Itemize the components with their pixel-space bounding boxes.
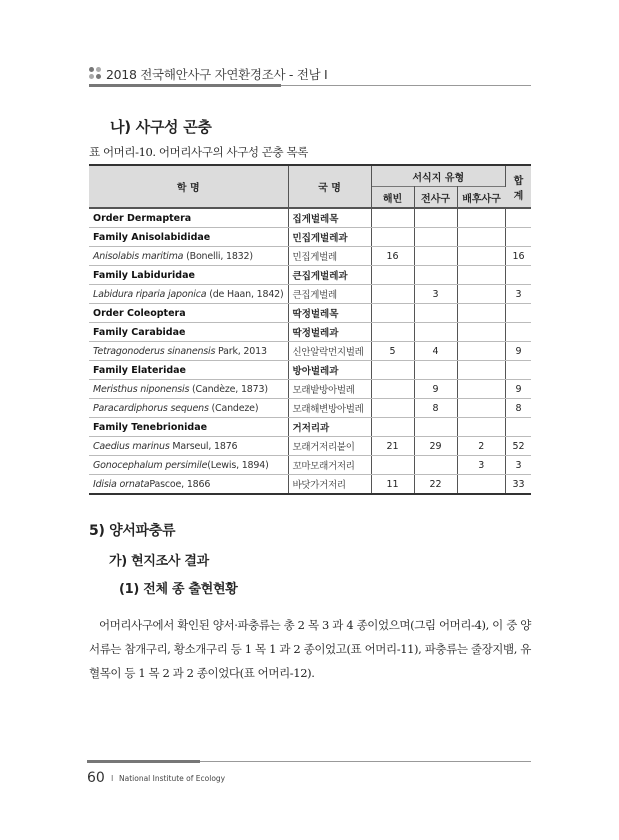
total-count-cell (506, 323, 531, 342)
backdune-count-cell: 2 (457, 437, 506, 456)
total-count-cell: 9 (506, 380, 531, 399)
total-count-cell (506, 361, 531, 380)
beach-count-cell (371, 380, 414, 399)
species-row (89, 342, 531, 361)
foredune-count-cell: 22 (414, 475, 457, 495)
footer-rule-thin (200, 761, 531, 762)
backdune-count-cell (457, 228, 506, 247)
total-count-cell (506, 304, 531, 323)
scientific-name-cell (89, 475, 288, 495)
backdune-count-cell (457, 380, 506, 399)
backdune-count-cell (457, 418, 506, 437)
species-binomial: Idisia ornata (93, 478, 150, 490)
header-foredune: 전사구 (414, 187, 457, 209)
total-count-cell: 8 (506, 399, 531, 418)
species-binomial: Tetragonoderus sinanensis (93, 345, 216, 357)
backdune-count-cell (457, 323, 506, 342)
backdune-count-cell: 3 (457, 456, 506, 475)
species-author: Pascoe, 1866 (149, 478, 211, 490)
taxon-row (89, 418, 531, 437)
species-binomial: Gonocephalum persimile (93, 459, 208, 471)
total-count-cell: 3 (506, 285, 531, 304)
species-author: (Bonelli, 1832) (183, 250, 253, 262)
beach-count-cell (371, 266, 414, 285)
backdune-count-cell (457, 208, 506, 228)
scientific-name-cell (89, 399, 288, 418)
backdune-count-cell (457, 304, 506, 323)
table-caption: 표 어머리-10. 어머리사구의 사구성 곤충 목록 (89, 145, 308, 159)
species-author: (Candeze) (208, 402, 259, 414)
foredune-count-cell (414, 361, 457, 380)
total-count-cell: 3 (506, 456, 531, 475)
running-header-title: 2018 전국해안사구 자연환경조사 - 전남 I (106, 67, 328, 82)
species-binomial: Caedius marinus (93, 440, 170, 452)
korean-name-cell: 큰집게벌레과 (288, 266, 371, 285)
beach-count-cell: 21 (371, 437, 414, 456)
korean-name-cell: 모래밭방아벌레 (288, 380, 371, 399)
scientific-name-cell: Family Carabidae (89, 323, 288, 342)
beach-count-cell: 5 (371, 342, 414, 361)
beach-count-cell (371, 228, 414, 247)
footer-separator: I (111, 774, 114, 783)
taxon-row (89, 228, 531, 247)
beach-count-cell (371, 323, 414, 342)
species-row (89, 247, 531, 266)
foredune-count-cell: 4 (414, 342, 457, 361)
scientific-name-cell: Family Anisolabididae (89, 228, 288, 247)
scientific-name-cell (89, 285, 288, 304)
taxon-row (89, 361, 531, 380)
korean-name-cell: 모래거저리붙이 (288, 437, 371, 456)
scientific-name-cell: Family Labiduridae (89, 266, 288, 285)
species-row (89, 399, 531, 418)
total-count-cell: 9 (506, 342, 531, 361)
beach-count-cell (371, 285, 414, 304)
footer-organization: National Institute of Ecology (119, 774, 226, 783)
scientific-name-cell: Order Dermaptera (89, 208, 288, 228)
foredune-count-cell: 3 (414, 285, 457, 304)
korean-name-cell: 방아벌레과 (288, 361, 371, 380)
scientific-name-cell: Order Coleoptera (89, 304, 288, 323)
species-row (89, 285, 531, 304)
foredune-count-cell (414, 266, 457, 285)
korean-name-cell: 민집게벌레 (288, 247, 371, 266)
species-row (89, 437, 531, 456)
korean-name-cell: 바닷가거저리 (288, 475, 371, 495)
korean-name-cell: 거저리과 (288, 418, 371, 437)
total-count-cell (506, 228, 531, 247)
backdune-count-cell (457, 399, 506, 418)
beach-count-cell: 11 (371, 475, 414, 495)
species-row (89, 456, 531, 475)
species-row (89, 475, 531, 495)
korean-name-cell: 꼬마모래거저리 (288, 456, 371, 475)
page-number: 60 (87, 770, 105, 786)
species-row (89, 380, 531, 399)
header-habitat-type: 서식지 유형 (371, 165, 506, 187)
foredune-count-cell: 8 (414, 399, 457, 418)
species-author: Marseul, 1876 (169, 440, 238, 452)
korean-name-cell: 큰집게벌레 (288, 285, 371, 304)
backdune-count-cell (457, 285, 506, 304)
backdune-count-cell (457, 361, 506, 380)
header-scientific-name: 학 명 (89, 165, 288, 208)
foredune-count-cell (414, 418, 457, 437)
species-binomial: Labidura riparia japonica (93, 288, 207, 300)
korean-name-cell: 민집게벌레과 (288, 228, 371, 247)
korean-name-cell: 딱정벌레목 (288, 304, 371, 323)
foredune-count-cell (414, 323, 457, 342)
taxon-row (89, 266, 531, 285)
foredune-count-cell (414, 247, 457, 266)
total-count-cell: 52 (506, 437, 531, 456)
species-table (89, 164, 531, 495)
backdune-count-cell (457, 266, 506, 285)
heading-field-survey-results: 가) 현지조사 결과 (109, 554, 209, 569)
species-binomial: Paracardiphorus sequens (93, 402, 209, 414)
running-header (89, 64, 531, 88)
scientific-name-cell (89, 247, 288, 266)
header-beach: 해빈 (371, 187, 414, 209)
taxon-row (89, 304, 531, 323)
species-author: (Lewis, 1894) (207, 459, 269, 471)
total-count-cell (506, 208, 531, 228)
foredune-count-cell (414, 228, 457, 247)
korean-name-cell: 집게벌레목 (288, 208, 371, 228)
scientific-name-cell (89, 456, 288, 475)
header-total: 합계 (506, 165, 531, 208)
beach-count-cell (371, 208, 414, 228)
dots-grid-icon (89, 67, 101, 79)
scientific-name-cell: Family Elateridae (89, 361, 288, 380)
beach-count-cell (371, 361, 414, 380)
foredune-count-cell: 9 (414, 380, 457, 399)
foredune-count-cell (414, 208, 457, 228)
heading-amphibians-reptiles: 5) 양서파충류 (89, 523, 176, 539)
beach-count-cell: 16 (371, 247, 414, 266)
scientific-name-cell: Family Tenebrionidae (89, 418, 288, 437)
footer-rule-thick (87, 760, 200, 763)
backdune-count-cell (457, 342, 506, 361)
total-count-cell (506, 266, 531, 285)
page-footer (87, 760, 531, 790)
scientific-name-cell (89, 380, 288, 399)
backdune-count-cell (457, 247, 506, 266)
species-binomial: Meristhus niponensis (93, 383, 190, 395)
beach-count-cell (371, 418, 414, 437)
species-author: (Candèze, 1873) (189, 383, 268, 395)
section-title: 나) 사구성 곤충 (110, 118, 212, 136)
total-count-cell: 16 (506, 247, 531, 266)
heading-species-occurrence: (1) 전체 종 출현현황 (119, 582, 238, 597)
taxon-row (89, 208, 531, 228)
scientific-name-cell (89, 437, 288, 456)
foredune-count-cell (414, 456, 457, 475)
beach-count-cell (371, 304, 414, 323)
korean-name-cell: 모래해변방아벌레 (288, 399, 371, 418)
body-paragraph: 어머리사구에서 확인된 양서·파충류는 총 2 목 3 과 4 종이었으며(그림 어머리-4), 이 중 양서류는 참개구리, 황소개구리 등 1 목 1 과 2 종이었고(표 어머리-11), 파충류는 줄장지뱀, 유혈목이 등 1 목 2 과 2 종이었다(표 어머리-12). (89, 617, 531, 680)
total-count-cell: 33 (506, 475, 531, 495)
backdune-count-cell (457, 475, 506, 495)
species-author: Park, 2013 (215, 345, 267, 357)
korean-name-cell: 신안알락먼지벌레 (288, 342, 371, 361)
species-author: (de Haan, 1842) (206, 288, 284, 300)
beach-count-cell (371, 456, 414, 475)
header-rule-thick (89, 84, 281, 87)
header-backdune: 배후사구 (457, 187, 506, 209)
korean-name-cell: 딱정벌레과 (288, 323, 371, 342)
foredune-count-cell: 29 (414, 437, 457, 456)
header-korean-name: 국 명 (288, 165, 371, 208)
total-count-cell (506, 418, 531, 437)
beach-count-cell (371, 399, 414, 418)
taxon-row (89, 323, 531, 342)
scientific-name-cell (89, 342, 288, 361)
species-binomial: Anisolabis maritima (93, 250, 184, 262)
header-rule-thin (281, 85, 531, 86)
foredune-count-cell (414, 304, 457, 323)
